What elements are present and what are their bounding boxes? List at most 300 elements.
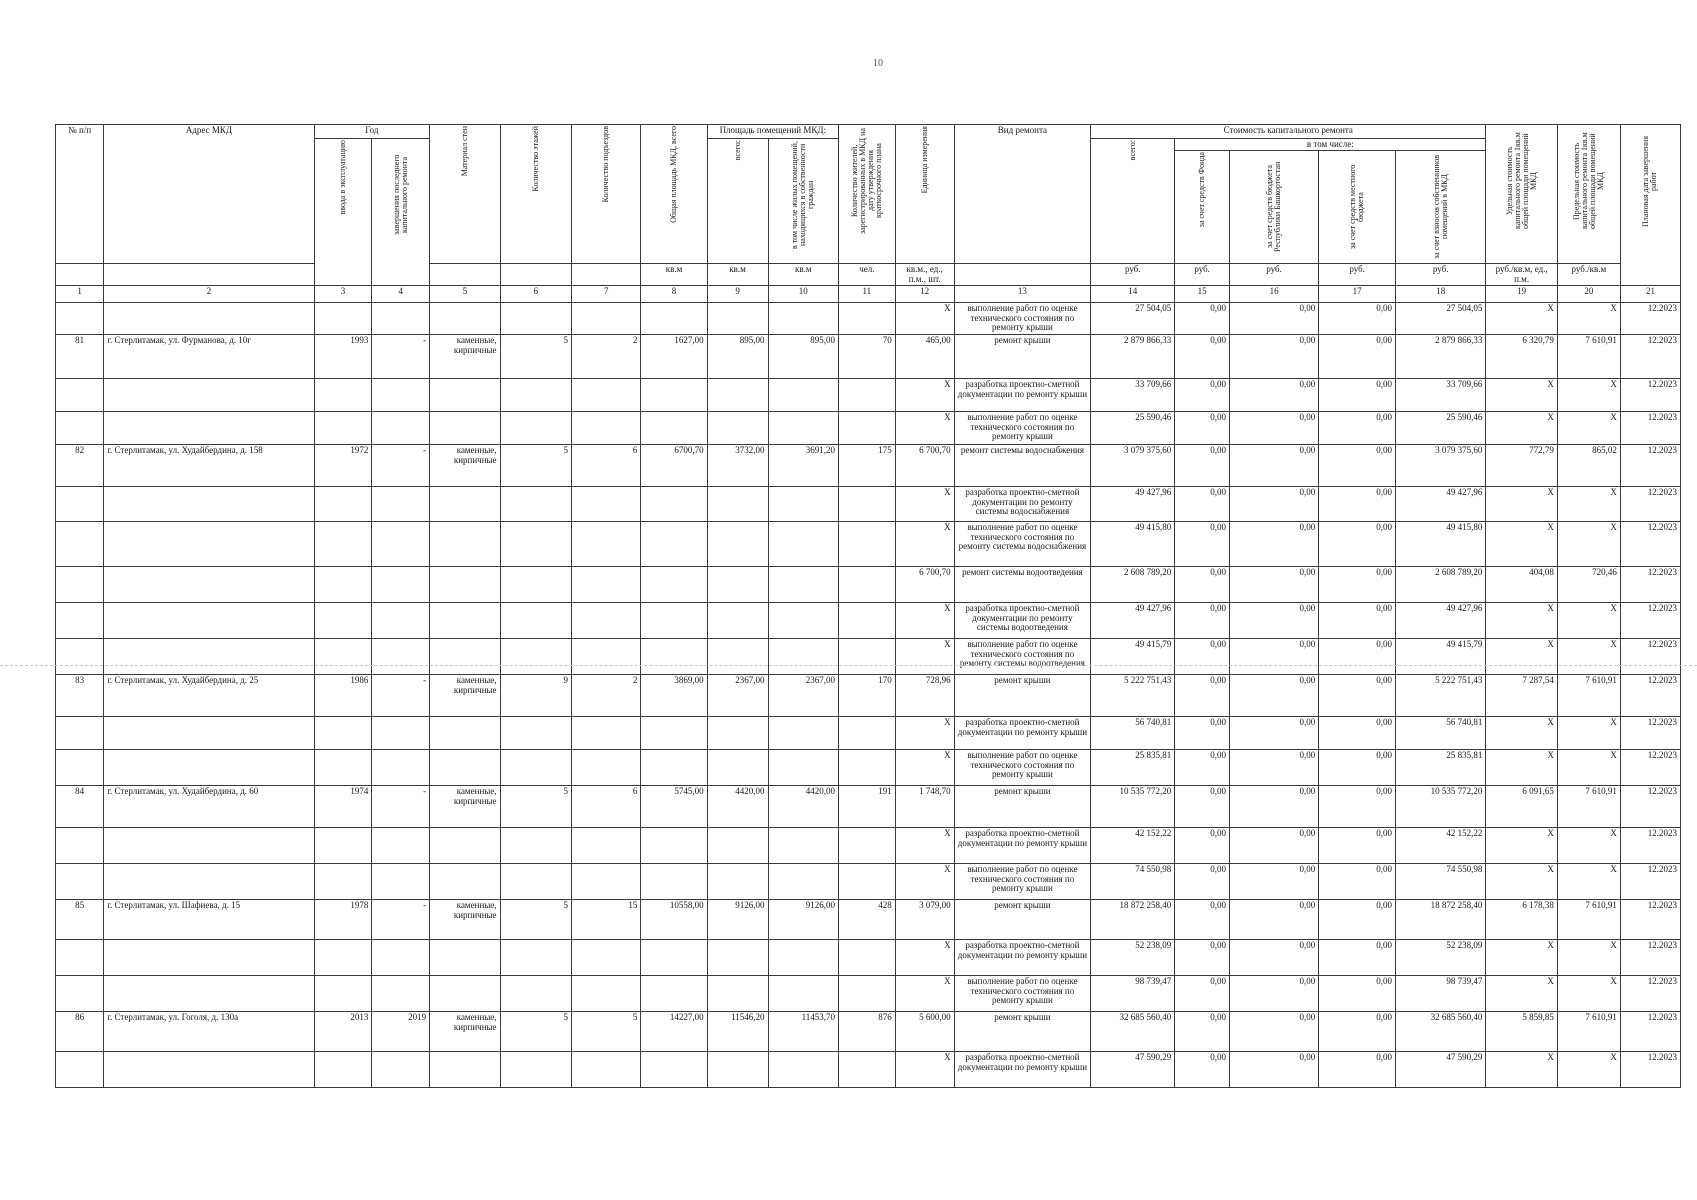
specific-cost-cell: X <box>1486 1052 1557 1088</box>
floors-cell <box>500 603 571 639</box>
year-commission-cell <box>314 940 372 976</box>
cost-total-cell: 3 079 375,60 <box>1091 445 1175 487</box>
unit-c9: кв.м <box>707 264 768 286</box>
premises-owned-cell <box>768 567 838 603</box>
premises-total-cell <box>707 864 768 900</box>
unit-c20: руб./кв.м <box>1557 264 1620 286</box>
year-last-repair-cell: - <box>372 675 430 717</box>
cost-owners-cell: 5 222 751,43 <box>1395 675 1485 717</box>
cost-local-cell: 0,00 <box>1319 675 1396 717</box>
cost-local-cell: 0,00 <box>1319 603 1396 639</box>
row-num-cell <box>56 976 104 1012</box>
year-last-repair-cell <box>372 940 430 976</box>
entrances-cell <box>572 522 641 567</box>
entrances-cell <box>572 412 641 445</box>
entrances-cell <box>572 603 641 639</box>
premises-total-cell: 3732,00 <box>707 445 768 487</box>
wall-material-cell: каменные, кирпичные <box>430 786 500 828</box>
floors-cell <box>500 750 571 786</box>
planned-date-cell: 12.2023 <box>1620 522 1680 567</box>
repair-type-cell: разработка проектно-сметной документации по ремонту системы водоснабжения <box>954 487 1091 522</box>
cost-local-cell: 0,00 <box>1319 522 1396 567</box>
column-number: 2 <box>104 286 314 303</box>
row-num-cell <box>56 603 104 639</box>
address-cell <box>104 940 314 976</box>
planned-date-cell: 12.2023 <box>1620 750 1680 786</box>
entrances-cell <box>572 828 641 864</box>
column-number: 8 <box>641 286 707 303</box>
repair-type-cell: выполнение работ по оценке технического состояния по ремонту крыши <box>954 750 1091 786</box>
wall-material-cell <box>430 522 500 567</box>
unit-value-cell: 465,00 <box>895 335 954 379</box>
specific-cost-cell: 6 320,79 <box>1486 335 1557 379</box>
cost-fund-cell: 0,00 <box>1175 976 1230 1012</box>
max-cost-cell: X <box>1557 864 1620 900</box>
residents-cell: 170 <box>838 675 895 717</box>
premises-total-cell: 11546,20 <box>707 1012 768 1052</box>
total-area-cell: 14227,00 <box>641 1012 707 1052</box>
header-wall-material <box>430 125 500 264</box>
header-year-commission <box>314 139 372 286</box>
entrances-cell <box>572 567 641 603</box>
row-num-cell <box>56 567 104 603</box>
header-year-last-repair-text: завершения последнего капитального ремонта <box>391 154 409 236</box>
floors-cell <box>500 522 571 567</box>
row-num-cell <box>56 487 104 522</box>
address-cell: г. Стерлитамак, ул. Фурманова, д. 10г <box>104 335 314 379</box>
cost-total-cell: 18 872 258,40 <box>1091 900 1175 940</box>
wall-material-cell <box>430 940 500 976</box>
repair-type-cell: выполнение работ по оценке технического состояния по ремонту системы водоотведения <box>954 639 1091 675</box>
floors-cell <box>500 976 571 1012</box>
table-row <box>56 303 1681 335</box>
cost-total-cell: 56 740,81 <box>1091 717 1175 750</box>
floors-cell <box>500 940 571 976</box>
header-cost-republic-text: за счет средств бюджета Республики Башкортостан <box>1265 162 1283 253</box>
header-year-group: Год <box>314 125 430 139</box>
premises-owned-cell <box>768 412 838 445</box>
premises-total-cell <box>707 1052 768 1088</box>
cost-fund-cell: 0,00 <box>1175 522 1230 567</box>
wall-material-cell <box>430 864 500 900</box>
residents-cell <box>838 487 895 522</box>
cost-owners-cell: 10 535 772,20 <box>1395 786 1485 828</box>
table-row <box>56 786 1681 828</box>
wall-material-cell <box>430 379 500 412</box>
cost-total-cell: 49 427,96 <box>1091 603 1175 639</box>
address-cell <box>104 717 314 750</box>
planned-date-cell: 12.2023 <box>1620 976 1680 1012</box>
cost-owners-cell: 33 709,66 <box>1395 379 1485 412</box>
cost-local-cell: 0,00 <box>1319 786 1396 828</box>
table-row <box>56 976 1681 1012</box>
total-area-cell <box>641 976 707 1012</box>
unit-c18: руб. <box>1395 264 1485 286</box>
floors-cell <box>500 487 571 522</box>
residents-cell: 428 <box>838 900 895 940</box>
premises-total-cell: 4420,00 <box>707 786 768 828</box>
floors-cell <box>500 567 571 603</box>
residents-cell <box>838 567 895 603</box>
premises-owned-cell: 9126,00 <box>768 900 838 940</box>
total-area-cell <box>641 522 707 567</box>
unit-value-cell: 6 700,70 <box>895 567 954 603</box>
column-number-row <box>56 286 1681 303</box>
planned-date-cell: 12.2023 <box>1620 412 1680 445</box>
table-row <box>56 717 1681 750</box>
cost-total-cell: 2 608 789,20 <box>1091 567 1175 603</box>
cost-total-cell: 49 415,80 <box>1091 522 1175 567</box>
repair-type-cell: ремонт системы водоснабжения <box>954 445 1091 487</box>
address-cell <box>104 303 314 335</box>
repair-plan-table <box>55 124 1681 1088</box>
repair-type-cell: разработка проектно-сметной документации по ремонту системы водоотведения <box>954 603 1091 639</box>
row-num-cell <box>56 412 104 445</box>
cost-fund-cell: 0,00 <box>1175 940 1230 976</box>
total-area-cell: 3869,00 <box>641 675 707 717</box>
premises-owned-cell: 3691,20 <box>768 445 838 487</box>
entrances-cell <box>572 717 641 750</box>
cost-republic-cell: 0,00 <box>1229 976 1318 1012</box>
header-max-cost <box>1557 125 1620 264</box>
column-number: 11 <box>838 286 895 303</box>
residents-cell <box>838 828 895 864</box>
address-cell <box>104 412 314 445</box>
header-planned-date-text: Плановая дата завершения работ <box>1641 135 1659 227</box>
table-row <box>56 639 1681 675</box>
column-number: 12 <box>895 286 954 303</box>
cost-republic-cell: 0,00 <box>1229 487 1318 522</box>
address-cell <box>104 750 314 786</box>
table-row <box>56 445 1681 487</box>
unit-value-cell: X <box>895 639 954 675</box>
header-cost-group: Стоимость капитального ремонта <box>1091 125 1486 139</box>
cost-owners-cell: 42 152,22 <box>1395 828 1485 864</box>
wall-material-cell: каменные, кирпичные <box>430 445 500 487</box>
premises-total-cell <box>707 567 768 603</box>
premises-owned-cell <box>768 522 838 567</box>
header-cost-local-text: за счет средств местного бюджета <box>1348 165 1366 250</box>
premises-total-cell: 9126,00 <box>707 900 768 940</box>
entrances-cell: 2 <box>572 335 641 379</box>
entrances-cell <box>572 750 641 786</box>
repair-type-cell: ремонт крыши <box>954 675 1091 717</box>
cost-local-cell: 0,00 <box>1319 864 1396 900</box>
residents-cell <box>838 412 895 445</box>
cost-fund-cell: 0,00 <box>1175 1012 1230 1052</box>
unit-value-cell: X <box>895 717 954 750</box>
cost-owners-cell: 49 427,96 <box>1395 487 1485 522</box>
year-commission-cell <box>314 567 372 603</box>
max-cost-cell: 865,02 <box>1557 445 1620 487</box>
column-number: 14 <box>1091 286 1175 303</box>
cost-owners-cell: 25 590,46 <box>1395 412 1485 445</box>
premises-total-cell <box>707 379 768 412</box>
max-cost-cell: X <box>1557 639 1620 675</box>
premises-total-cell <box>707 303 768 335</box>
cost-total-cell: 52 238,09 <box>1091 940 1175 976</box>
unit-value-cell: X <box>895 487 954 522</box>
planned-date-cell: 12.2023 <box>1620 828 1680 864</box>
repair-type-cell: ремонт крыши <box>954 1012 1091 1052</box>
year-commission-cell <box>314 412 372 445</box>
floors-cell <box>500 717 571 750</box>
unit-c6 <box>500 264 571 286</box>
premises-owned-cell <box>768 603 838 639</box>
max-cost-cell: 7 610,91 <box>1557 1012 1620 1052</box>
cost-owners-cell: 25 835,81 <box>1395 750 1485 786</box>
header-cost-total-text: всего: <box>1127 140 1137 161</box>
column-number: 7 <box>572 286 641 303</box>
unit-c10: кв.м <box>768 264 838 286</box>
total-area-cell <box>641 303 707 335</box>
planned-date-cell: 12.2023 <box>1620 900 1680 940</box>
cost-fund-cell: 0,00 <box>1175 639 1230 675</box>
premises-total-cell <box>707 522 768 567</box>
premises-total-cell: 2367,00 <box>707 675 768 717</box>
header-floors-text: Количество этажей <box>530 126 540 192</box>
floors-cell: 5 <box>500 335 571 379</box>
header-cost-republic <box>1229 151 1318 264</box>
column-number: 10 <box>768 286 838 303</box>
header-residents-text: Количество жителей, зарегистрированных в МКД на дату утверждения краткосрочного плана <box>849 128 883 234</box>
repair-type-cell: выполнение работ по оценке технического состояния по ремонту системы водоснабжения <box>954 522 1091 567</box>
row-num-cell: 84 <box>56 786 104 828</box>
address-cell: г. Стерлитамак, ул. Худайбердина, д. 25 <box>104 675 314 717</box>
max-cost-cell: X <box>1557 487 1620 522</box>
unit-value-cell: 728,96 <box>895 675 954 717</box>
max-cost-cell: 720,46 <box>1557 567 1620 603</box>
unit-c7 <box>572 264 641 286</box>
premises-total-cell <box>707 603 768 639</box>
row-num-cell: 82 <box>56 445 104 487</box>
table-body <box>56 303 1681 1088</box>
cost-republic-cell: 0,00 <box>1229 864 1318 900</box>
column-number: 17 <box>1319 286 1396 303</box>
cost-republic-cell: 0,00 <box>1229 379 1318 412</box>
year-last-repair-cell: - <box>372 445 430 487</box>
max-cost-cell: X <box>1557 940 1620 976</box>
planned-date-cell: 12.2023 <box>1620 1012 1680 1052</box>
cost-total-cell: 33 709,66 <box>1091 379 1175 412</box>
cost-total-cell: 49 415,79 <box>1091 639 1175 675</box>
wall-material-cell <box>430 639 500 675</box>
cost-local-cell: 0,00 <box>1319 335 1396 379</box>
total-area-cell <box>641 379 707 412</box>
floors-cell: 5 <box>500 900 571 940</box>
address-cell: г. Стерлитамак, ул. Худайбердина, д. 158 <box>104 445 314 487</box>
premises-owned-cell <box>768 717 838 750</box>
cost-owners-cell: 47 590,29 <box>1395 1052 1485 1088</box>
row-num-cell: 85 <box>56 900 104 940</box>
table-row <box>56 412 1681 445</box>
row-num-cell <box>56 379 104 412</box>
specific-cost-cell: X <box>1486 603 1557 639</box>
residents-cell <box>838 522 895 567</box>
specific-cost-cell: X <box>1486 379 1557 412</box>
header-repair-type: Вид ремонта <box>954 125 1091 264</box>
row-num-cell: 86 <box>56 1012 104 1052</box>
entrances-cell <box>572 639 641 675</box>
unit-value-cell: X <box>895 412 954 445</box>
unit-value-cell: X <box>895 828 954 864</box>
year-last-repair-cell <box>372 717 430 750</box>
cost-owners-cell: 98 739,47 <box>1395 976 1485 1012</box>
address-cell <box>104 976 314 1012</box>
cost-republic-cell: 0,00 <box>1229 717 1318 750</box>
residents-cell: 876 <box>838 1012 895 1052</box>
year-commission-cell <box>314 522 372 567</box>
total-area-cell <box>641 717 707 750</box>
header-entrances <box>572 125 641 264</box>
header-address: Адрес МКД <box>104 125 314 264</box>
cost-republic-cell: 0,00 <box>1229 639 1318 675</box>
unit-value-cell: X <box>895 522 954 567</box>
unit-c17: руб. <box>1319 264 1396 286</box>
column-number: 13 <box>954 286 1091 303</box>
cost-local-cell: 0,00 <box>1319 976 1396 1012</box>
max-cost-cell: X <box>1557 522 1620 567</box>
wall-material-cell <box>430 567 500 603</box>
max-cost-cell: X <box>1557 303 1620 335</box>
premises-owned-cell <box>768 487 838 522</box>
cost-total-cell: 2 879 866,33 <box>1091 335 1175 379</box>
header-cost-total <box>1091 139 1175 264</box>
cost-republic-cell: 0,00 <box>1229 522 1318 567</box>
cost-fund-cell: 0,00 <box>1175 900 1230 940</box>
cost-owners-cell: 49 427,96 <box>1395 603 1485 639</box>
repair-type-cell: разработка проектно-сметной документации по ремонту крыши <box>954 1052 1091 1088</box>
entrances-cell <box>572 976 641 1012</box>
header-num: № п/п <box>56 125 104 264</box>
specific-cost-cell: 404,08 <box>1486 567 1557 603</box>
cost-local-cell: 0,00 <box>1319 487 1396 522</box>
cost-republic-cell: 0,00 <box>1229 750 1318 786</box>
premises-owned-cell <box>768 976 838 1012</box>
table-row <box>56 750 1681 786</box>
cost-owners-cell: 56 740,81 <box>1395 717 1485 750</box>
repair-type-cell: выполнение работ по оценке технического состояния по ремонту крыши <box>954 303 1091 335</box>
residents-cell: 70 <box>838 335 895 379</box>
specific-cost-cell: X <box>1486 864 1557 900</box>
unit-c12: кв.м., ед., п.м., шт. <box>895 264 954 286</box>
cost-republic-cell: 0,00 <box>1229 603 1318 639</box>
total-area-cell: 6700,70 <box>641 445 707 487</box>
wall-material-cell <box>430 828 500 864</box>
cost-total-cell: 27 504,05 <box>1091 303 1175 335</box>
cost-local-cell: 0,00 <box>1319 412 1396 445</box>
cost-owners-cell: 27 504,05 <box>1395 303 1485 335</box>
max-cost-cell: 7 610,91 <box>1557 335 1620 379</box>
cost-local-cell: 0,00 <box>1319 379 1396 412</box>
residents-cell <box>838 379 895 412</box>
header-cost-fund-text: за счет средств Фонда <box>1197 152 1207 228</box>
specific-cost-cell: X <box>1486 639 1557 675</box>
column-number: 19 <box>1486 286 1557 303</box>
year-last-repair-cell: - <box>372 786 430 828</box>
table-row <box>56 1012 1681 1052</box>
year-commission-cell <box>314 717 372 750</box>
max-cost-cell: X <box>1557 1052 1620 1088</box>
total-area-cell <box>641 750 707 786</box>
repair-type-cell: ремонт крыши <box>954 335 1091 379</box>
unit-c2 <box>104 264 314 286</box>
repair-plan-table-sheet <box>55 124 1681 1088</box>
wall-material-cell <box>430 1052 500 1088</box>
row-num-cell <box>56 864 104 900</box>
address-cell <box>104 487 314 522</box>
residents-cell: 191 <box>838 786 895 828</box>
planned-date-cell: 12.2023 <box>1620 639 1680 675</box>
page-number: 10 <box>873 58 883 69</box>
header-cost-owners <box>1395 151 1485 264</box>
row-num-cell: 81 <box>56 335 104 379</box>
cost-fund-cell: 0,00 <box>1175 379 1230 412</box>
year-commission-cell <box>314 603 372 639</box>
header-specific-cost-text: Удельная стоимость капитального ремонта 1кв.м общей площади помещений МКД <box>1504 132 1538 230</box>
unit-value-cell: 3 079,00 <box>895 900 954 940</box>
specific-cost-cell: 6 178,38 <box>1486 900 1557 940</box>
specific-cost-cell: X <box>1486 412 1557 445</box>
column-number: 21 <box>1620 286 1680 303</box>
total-area-cell <box>641 487 707 522</box>
floors-cell <box>500 864 571 900</box>
total-area-cell <box>641 603 707 639</box>
year-last-repair-cell: - <box>372 335 430 379</box>
cost-local-cell: 0,00 <box>1319 750 1396 786</box>
table-row <box>56 603 1681 639</box>
entrances-cell <box>572 1052 641 1088</box>
premises-total-cell <box>707 412 768 445</box>
row-num-cell <box>56 940 104 976</box>
cost-owners-cell: 18 872 258,40 <box>1395 900 1485 940</box>
specific-cost-cell: X <box>1486 976 1557 1012</box>
premises-total-cell <box>707 639 768 675</box>
planned-date-cell: 12.2023 <box>1620 717 1680 750</box>
year-commission-cell: 1986 <box>314 675 372 717</box>
header-entrances-text: Количество подъездов <box>601 126 611 203</box>
residents-cell <box>838 976 895 1012</box>
year-commission-cell: 1978 <box>314 900 372 940</box>
cost-local-cell: 0,00 <box>1319 1052 1396 1088</box>
unit-c16: руб. <box>1229 264 1318 286</box>
cost-local-cell: 0,00 <box>1319 303 1396 335</box>
cost-total-cell: 10 535 772,20 <box>1091 786 1175 828</box>
planned-date-cell: 12.2023 <box>1620 786 1680 828</box>
address-cell <box>104 828 314 864</box>
column-number: 3 <box>314 286 372 303</box>
max-cost-cell: X <box>1557 603 1620 639</box>
row-num-cell: 83 <box>56 675 104 717</box>
cost-owners-cell: 2 879 866,33 <box>1395 335 1485 379</box>
max-cost-cell: X <box>1557 828 1620 864</box>
planned-date-cell: 12.2023 <box>1620 675 1680 717</box>
unit-value-cell: X <box>895 379 954 412</box>
unit-c1 <box>56 264 104 286</box>
unit-value-cell: X <box>895 603 954 639</box>
unit-value-cell: 1 748,70 <box>895 786 954 828</box>
unit-c19: руб./кв.м, ед., п.м. <box>1486 264 1557 286</box>
cost-fund-cell: 0,00 <box>1175 1052 1230 1088</box>
unit-value-cell: X <box>895 976 954 1012</box>
repair-type-cell: разработка проектно-сметной документации по ремонту крыши <box>954 828 1091 864</box>
year-commission-cell <box>314 976 372 1012</box>
unit-c11: чел. <box>838 264 895 286</box>
cost-total-cell: 98 739,47 <box>1091 976 1175 1012</box>
premises-total-cell: 895,00 <box>707 335 768 379</box>
entrances-cell <box>572 864 641 900</box>
table-row <box>56 1052 1681 1088</box>
